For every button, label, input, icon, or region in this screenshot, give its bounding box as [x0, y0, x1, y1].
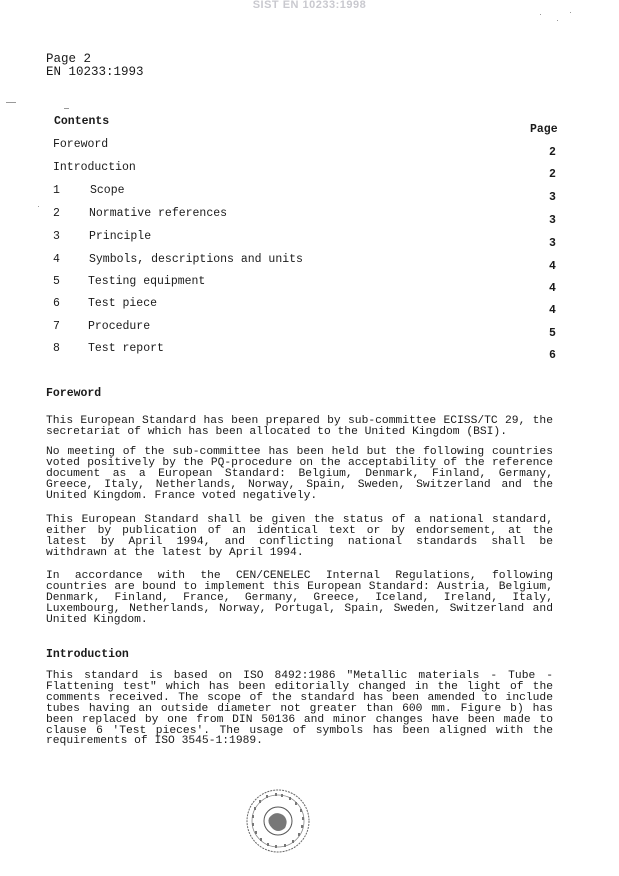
toc-page-test-piece: 4 [549, 304, 556, 317]
scan-speck [38, 206, 39, 207]
official-seal-icon [245, 788, 311, 854]
toc-page-principle: 3 [549, 237, 556, 250]
scan-speck [570, 12, 571, 13]
foreword-paragraph-1: This European Standard has been prepared by sub-committee ECISS/TC 29, the secretariat of which has been allocated to the United Kingdom (BSI). [46, 415, 553, 438]
foreword-heading: Foreword [46, 387, 102, 400]
toc-title-normative: Normative references [89, 207, 228, 220]
toc-num-report: 8 [53, 342, 60, 355]
toc-page-procedure: 5 [549, 327, 556, 340]
toc-num-test-piece: 6 [53, 297, 60, 310]
scan-speck [6, 102, 16, 103]
toc-num-scope: 1 [53, 184, 60, 197]
scan-speck [557, 20, 558, 21]
foreword-paragraph-2: No meeting of the sub-committee has been held but the following countries voted positively by the PQ-procedure on the acceptability of the reference document as a European Standard: Belgium, Denmark, Finland, Germany, Greece, Italy, Netherlands, Norway, Spain, Sweden, Switzerland and the United Kingdom. France voted negatively. [46, 446, 553, 502]
toc-num-principle: 3 [53, 230, 60, 243]
toc-page-normative: 3 [549, 214, 556, 227]
toc-page-report: 6 [549, 349, 556, 362]
toc-page-symbols: 4 [549, 260, 556, 273]
toc-num-procedure: 7 [53, 320, 60, 333]
watermark: SIST EN 10233:1998 [252, 0, 367, 11]
toc-page-introduction: 2 [549, 168, 556, 181]
scan-speck [540, 14, 541, 15]
document-id: EN 10233:1993 [46, 65, 144, 79]
toc-title-scope: Scope [90, 184, 125, 197]
foreword-paragraph-3: This European Standard shall be given the status of a national standard, either by publication of an identical text or by endorsement, at the latest by April 1994, and conflicting national standards shall be withdrawn at the latest by April 1994. [46, 514, 553, 559]
toc-title-procedure: Procedure [88, 320, 151, 333]
toc-num-equipment: 5 [53, 275, 60, 288]
introduction-paragraph: This standard is based on ISO 8492:1986 "Metallic materials - Tube - Flattening test" which has been editorially changed in the light of the comments received. The scope of the standard has been amended to include tubes having an outside diameter not greater than 600 mm. Figure b) has been replaced by one from DIN 50136 and minor changes have been made to clause 6 'Test pieces'. The usage of symbols has been aligned with the requirements of ISO 3545-1:1989. [46, 670, 553, 748]
toc-num-symbols: 4 [53, 253, 60, 266]
page-column-heading: Page [530, 123, 558, 136]
toc-num-normative: 2 [53, 207, 60, 220]
toc-title-equipment: Testing equipment [88, 275, 206, 288]
page-number: Page 2 [46, 52, 92, 66]
toc-title-introduction: Introduction [53, 161, 136, 174]
scan-speck [64, 108, 69, 109]
toc-title-foreword: Foreword [53, 138, 109, 151]
toc-title-test-piece: Test piece [88, 297, 158, 310]
contents-heading: Contents [54, 115, 110, 128]
toc-title-report: Test report [88, 342, 164, 355]
page-header [46, 53, 144, 79]
toc-title-principle: Principle [89, 230, 152, 243]
toc-page-scope: 3 [549, 191, 556, 204]
introduction-heading: Introduction [46, 648, 129, 661]
foreword-paragraph-4: In accordance with the CEN/CENELEC Internal Regulations, following countries are bound to implement this European Standard: Austria, Belgium, Denmark, Finland, France, Germany, Greece, Iceland, Ireland, Italy, Luxembourg, Netherlands, Norway, Portugal, Spain, Sweden, Switzerland and United Kingdom. [46, 570, 553, 626]
toc-page-foreword: 2 [549, 146, 556, 159]
toc-page-equipment: 4 [549, 282, 556, 295]
toc-title-symbols: Symbols, descriptions and units [89, 253, 303, 266]
